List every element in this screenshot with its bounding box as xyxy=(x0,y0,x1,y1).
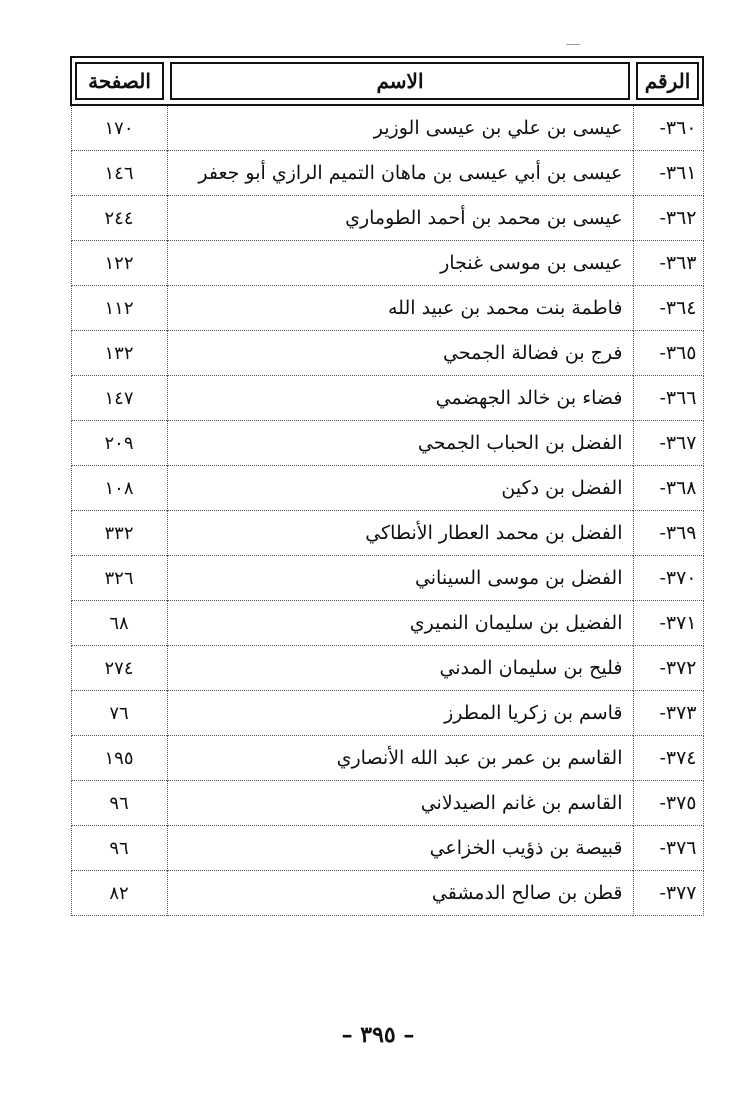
row-name: فليح بن سليمان المدني xyxy=(167,646,633,691)
row-number: ٣٦٧- xyxy=(633,421,703,466)
row-page: ٢٠٩ xyxy=(71,421,167,466)
row-name: القاسم بن غانم الصيدلاني xyxy=(167,781,633,826)
row-number: ٣٦٠- xyxy=(633,105,703,151)
row-number: ٣٧٧- xyxy=(633,871,703,916)
row-page: ٣٣٢ xyxy=(71,511,167,556)
row-number: ٣٧٣- xyxy=(633,691,703,736)
table-row xyxy=(71,871,703,916)
row-name: الفضل بن دكين xyxy=(167,466,633,511)
table-row xyxy=(71,466,703,511)
row-page: ٨٢ xyxy=(71,871,167,916)
row-name: الفضل بن محمد العطار الأنطاكي xyxy=(167,511,633,556)
row-number: ٣٦٥- xyxy=(633,331,703,376)
row-name: الفضل بن موسى السيناني xyxy=(167,556,633,601)
page-number: – ٣٩٥ – xyxy=(341,1022,415,1048)
row-name: قطن بن صالح الدمشقي xyxy=(167,871,633,916)
row-number: ٣٦٦- xyxy=(633,376,703,421)
row-page: ١٩٥ xyxy=(71,736,167,781)
row-name: قاسم بن زكريا المطرز xyxy=(167,691,633,736)
row-page: ١١٢ xyxy=(71,286,167,331)
row-page: ٢٧٤ xyxy=(71,646,167,691)
row-name: الفضل بن الحباب الجمحي xyxy=(167,421,633,466)
table-row xyxy=(71,511,703,556)
table-row xyxy=(71,421,703,466)
row-number: ٣٧٦- xyxy=(633,826,703,871)
row-number: ٣٦١- xyxy=(633,151,703,196)
table-row xyxy=(71,151,703,196)
row-page: ٩٦ xyxy=(71,781,167,826)
row-number: ٣٦٩- xyxy=(633,511,703,556)
row-name: عيسى بن محمد بن أحمد الطوماري xyxy=(167,196,633,241)
row-page: ١٣٢ xyxy=(71,331,167,376)
header-number: الرقم xyxy=(633,57,703,105)
table-row xyxy=(71,646,703,691)
row-page: ٧٦ xyxy=(71,691,167,736)
table-row xyxy=(71,781,703,826)
row-number: ٣٧٠- xyxy=(633,556,703,601)
row-number: ٣٦٨- xyxy=(633,466,703,511)
row-name: القاسم بن عمر بن عبد الله الأنصاري xyxy=(167,736,633,781)
header-name: الاسم xyxy=(167,57,633,105)
row-number: ٣٧٢- xyxy=(633,646,703,691)
table-row xyxy=(71,241,703,286)
header-page: الصفحة xyxy=(71,57,167,105)
table-header-row xyxy=(71,57,703,105)
table-row xyxy=(71,286,703,331)
row-page: ١٢٢ xyxy=(71,241,167,286)
row-number: ٣٧٥- xyxy=(633,781,703,826)
table-row xyxy=(71,376,703,421)
index-table xyxy=(70,56,704,916)
table-row xyxy=(71,826,703,871)
table-row xyxy=(71,556,703,601)
table-row xyxy=(71,196,703,241)
page-top-mark xyxy=(566,44,580,45)
row-number: ٣٦٣- xyxy=(633,241,703,286)
row-page: ١٤٧ xyxy=(71,376,167,421)
row-name: الفضيل بن سليمان النميري xyxy=(167,601,633,646)
row-name: عيسى بن علي بن عيسى الوزير xyxy=(167,105,633,151)
row-name: عيسى بن أبي عيسى بن ماهان التميم الرازي أبو جعفر xyxy=(167,151,633,196)
index-table-container xyxy=(70,56,702,944)
row-name: فاطمة بنت محمد بن عبيد الله xyxy=(167,286,633,331)
row-page: ٣٢٦ xyxy=(71,556,167,601)
row-page: ٦٨ xyxy=(71,601,167,646)
row-page: ١٧٠ xyxy=(71,105,167,151)
row-page: ١٠٨ xyxy=(71,466,167,511)
row-page: ٢٤٤ xyxy=(71,196,167,241)
table-row xyxy=(71,331,703,376)
table-row xyxy=(71,105,703,151)
row-number: ٣٧١- xyxy=(633,601,703,646)
table-row xyxy=(71,736,703,781)
row-name: فرج بن فضالة الجمحي xyxy=(167,331,633,376)
row-page: ١٤٦ xyxy=(71,151,167,196)
row-name: قبيصة بن ذؤيب الخزاعي xyxy=(167,826,633,871)
row-page: ٩٦ xyxy=(71,826,167,871)
row-number: ٣٦٤- xyxy=(633,286,703,331)
table-row xyxy=(71,691,703,736)
row-name: عيسى بن موسى غنجار xyxy=(167,241,633,286)
row-number: ٣٦٢- xyxy=(633,196,703,241)
table-row xyxy=(71,601,703,646)
row-name: فضاء بن خالد الجهضمي xyxy=(167,376,633,421)
row-number: ٣٧٤- xyxy=(633,736,703,781)
